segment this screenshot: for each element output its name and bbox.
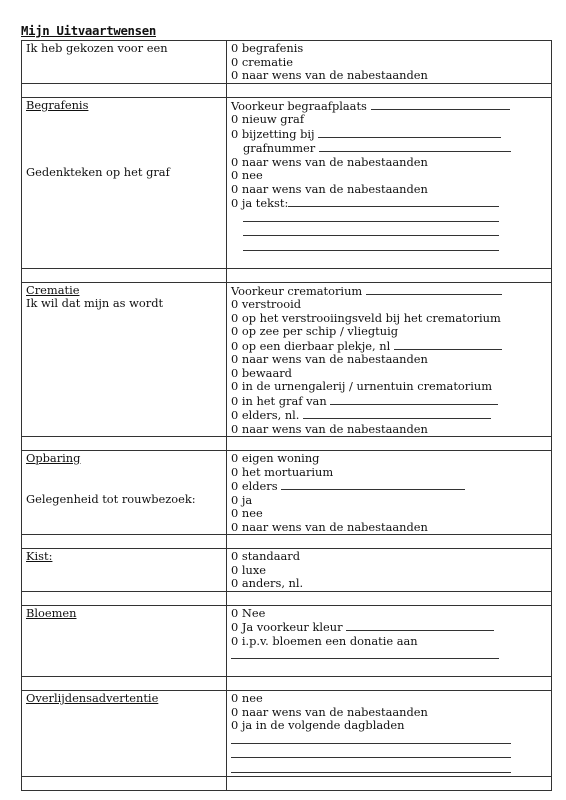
option-zee[interactable]: 0 op zee per schip / vliegtuig <box>231 324 399 338</box>
crematie-labels <box>22 282 227 437</box>
table-row <box>22 97 552 268</box>
option-dierbaar-plekje[interactable]: 0 op een dierbaar plekje, nl <box>231 338 391 353</box>
grafnummer-label: grafnummer <box>243 141 316 155</box>
table-row <box>22 677 552 691</box>
option-dagbladen[interactable]: 0 ja in de volgende dagbladen <box>231 718 405 732</box>
table-row <box>22 83 552 97</box>
page-title: Mijn Uitvaartwensen <box>21 24 156 38</box>
option-ja-kleur[interactable]: 0 Ja voorkeur kleur <box>231 620 343 634</box>
option-naar-wens-as[interactable]: 0 naar wens van de nabestaanden <box>231 421 428 436</box>
begraafplaats-field[interactable] <box>371 99 510 110</box>
bloemen-options <box>227 605 552 677</box>
option-elders[interactable]: 0 elders, nl. <box>231 408 300 422</box>
begrafenis-heading: Begrafenis <box>26 97 89 112</box>
elders-field[interactable] <box>303 408 491 419</box>
rouwbezoek-label: Gelegenheid tot rouwbezoek: <box>26 491 196 506</box>
kist-labels <box>22 549 227 592</box>
begrafenis-options <box>227 97 552 268</box>
option-advertentie-nee[interactable]: 0 nee <box>231 691 263 705</box>
advertentie-options <box>227 691 552 777</box>
option-eigen-woning[interactable]: 0 eigen woning <box>231 451 320 465</box>
option-naar-wens[interactable]: 0 naar wens van de nabestaanden <box>231 68 428 82</box>
option-naar-wens-crematie[interactable]: 0 naar wens van de nabestaanden <box>231 352 428 366</box>
tekst-line[interactable] <box>243 225 499 236</box>
table-row <box>22 591 552 605</box>
opbaring-heading: Opbaring <box>26 451 81 465</box>
option-urnengalerij[interactable]: 0 in de urnengalerij / urnentuin crematorium <box>231 379 493 393</box>
crematie-heading: Crematie <box>26 282 80 297</box>
table-row <box>22 282 552 437</box>
begrafenis-labels <box>22 97 227 268</box>
option-graf-van[interactable]: 0 in het graf van <box>231 393 327 408</box>
option-rouwbezoek-naar-wens[interactable]: 0 naar wens van de nabestaanden <box>231 519 428 534</box>
opbaring-options <box>227 451 552 535</box>
as-label: Ik wil dat mijn as wordt <box>26 296 164 310</box>
option-luxe[interactable]: 0 luxe <box>231 562 267 577</box>
graf-van-field[interactable] <box>330 394 498 405</box>
dagblad-line[interactable] <box>231 747 511 758</box>
table-row <box>22 268 552 282</box>
table-row <box>22 605 552 677</box>
option-gedenkteken-nee[interactable]: 0 nee <box>231 168 263 182</box>
option-gedenkteken-naar-wens[interactable]: 0 naar wens van de nabestaanden <box>231 181 428 196</box>
option-ja-tekst[interactable]: 0 ja tekst: <box>231 196 289 210</box>
dagblad-line[interactable] <box>231 762 511 773</box>
bijzetting-field[interactable] <box>318 127 501 138</box>
option-mortuarium[interactable]: 0 het mortuarium <box>231 464 334 479</box>
grafnummer-field[interactable] <box>319 141 511 152</box>
table-row <box>22 691 552 777</box>
kist-options <box>227 549 552 592</box>
option-naar-wens-begrafenis[interactable]: 0 naar wens van de nabestaanden <box>231 154 428 169</box>
crematie-options <box>227 282 552 437</box>
option-begrafenis[interactable]: 0 begrafenis <box>231 41 304 55</box>
option-donatie[interactable]: 0 i.p.v. bloemen een donatie aan <box>231 633 418 648</box>
intro-options <box>227 41 552 84</box>
option-rouwbezoek-nee[interactable]: 0 nee <box>231 506 263 520</box>
option-opbaring-elders[interactable]: 0 elders <box>231 479 278 493</box>
tekst-line[interactable] <box>243 211 499 222</box>
option-verstrooid[interactable]: 0 verstrooid <box>231 297 302 311</box>
option-standaard[interactable]: 0 standaard <box>231 549 301 563</box>
option-bloemen-nee[interactable]: 0 Nee <box>231 605 266 620</box>
table-row <box>22 41 552 84</box>
table-row <box>22 437 552 451</box>
option-bewaard[interactable]: 0 bewaard <box>231 365 292 380</box>
table-row <box>22 549 552 592</box>
table-row <box>22 451 552 535</box>
voorkeur-crematorium-label: Voorkeur crematorium <box>231 283 363 298</box>
opbaring-elders-field[interactable] <box>281 479 465 490</box>
donatie-field[interactable] <box>231 648 499 659</box>
kleur-field[interactable] <box>346 620 494 631</box>
tekst-line[interactable] <box>243 240 499 251</box>
kist-heading: Kist: <box>26 549 53 563</box>
opbaring-labels <box>22 451 227 535</box>
option-verstrooiingsveld[interactable]: 0 op het verstrooiingsveld bij het crematorium <box>231 310 501 325</box>
option-crematie[interactable]: 0 crematie <box>231 54 293 69</box>
wishes-table <box>21 40 552 791</box>
advertentie-labels <box>22 691 227 777</box>
intro-label: Ik heb gekozen voor een <box>22 41 227 84</box>
option-advertentie-naar-wens[interactable]: 0 naar wens van de nabestaanden <box>231 704 428 719</box>
option-nieuw-graf[interactable]: 0 nieuw graf <box>231 112 305 126</box>
tekst-field[interactable] <box>288 196 499 207</box>
option-bijzetting[interactable]: 0 bijzetting bij <box>231 126 315 141</box>
voorkeur-begraafplaats-label: Voorkeur begraafplaats <box>231 98 367 113</box>
table-row <box>22 777 552 791</box>
plekje-field[interactable] <box>394 339 502 350</box>
dagblad-line[interactable] <box>231 733 511 744</box>
table-row <box>22 535 552 549</box>
gedenkteken-label: Gedenkteken op het graf <box>26 165 170 179</box>
crematorium-field[interactable] <box>366 284 502 295</box>
option-anders[interactable]: 0 anders, nl. <box>231 576 304 590</box>
bloemen-heading: Bloemen <box>26 605 77 620</box>
advertentie-heading: Overlijdensadvertentie <box>26 691 159 705</box>
bloemen-labels <box>22 605 227 677</box>
option-rouwbezoek-ja[interactable]: 0 ja <box>231 492 253 507</box>
